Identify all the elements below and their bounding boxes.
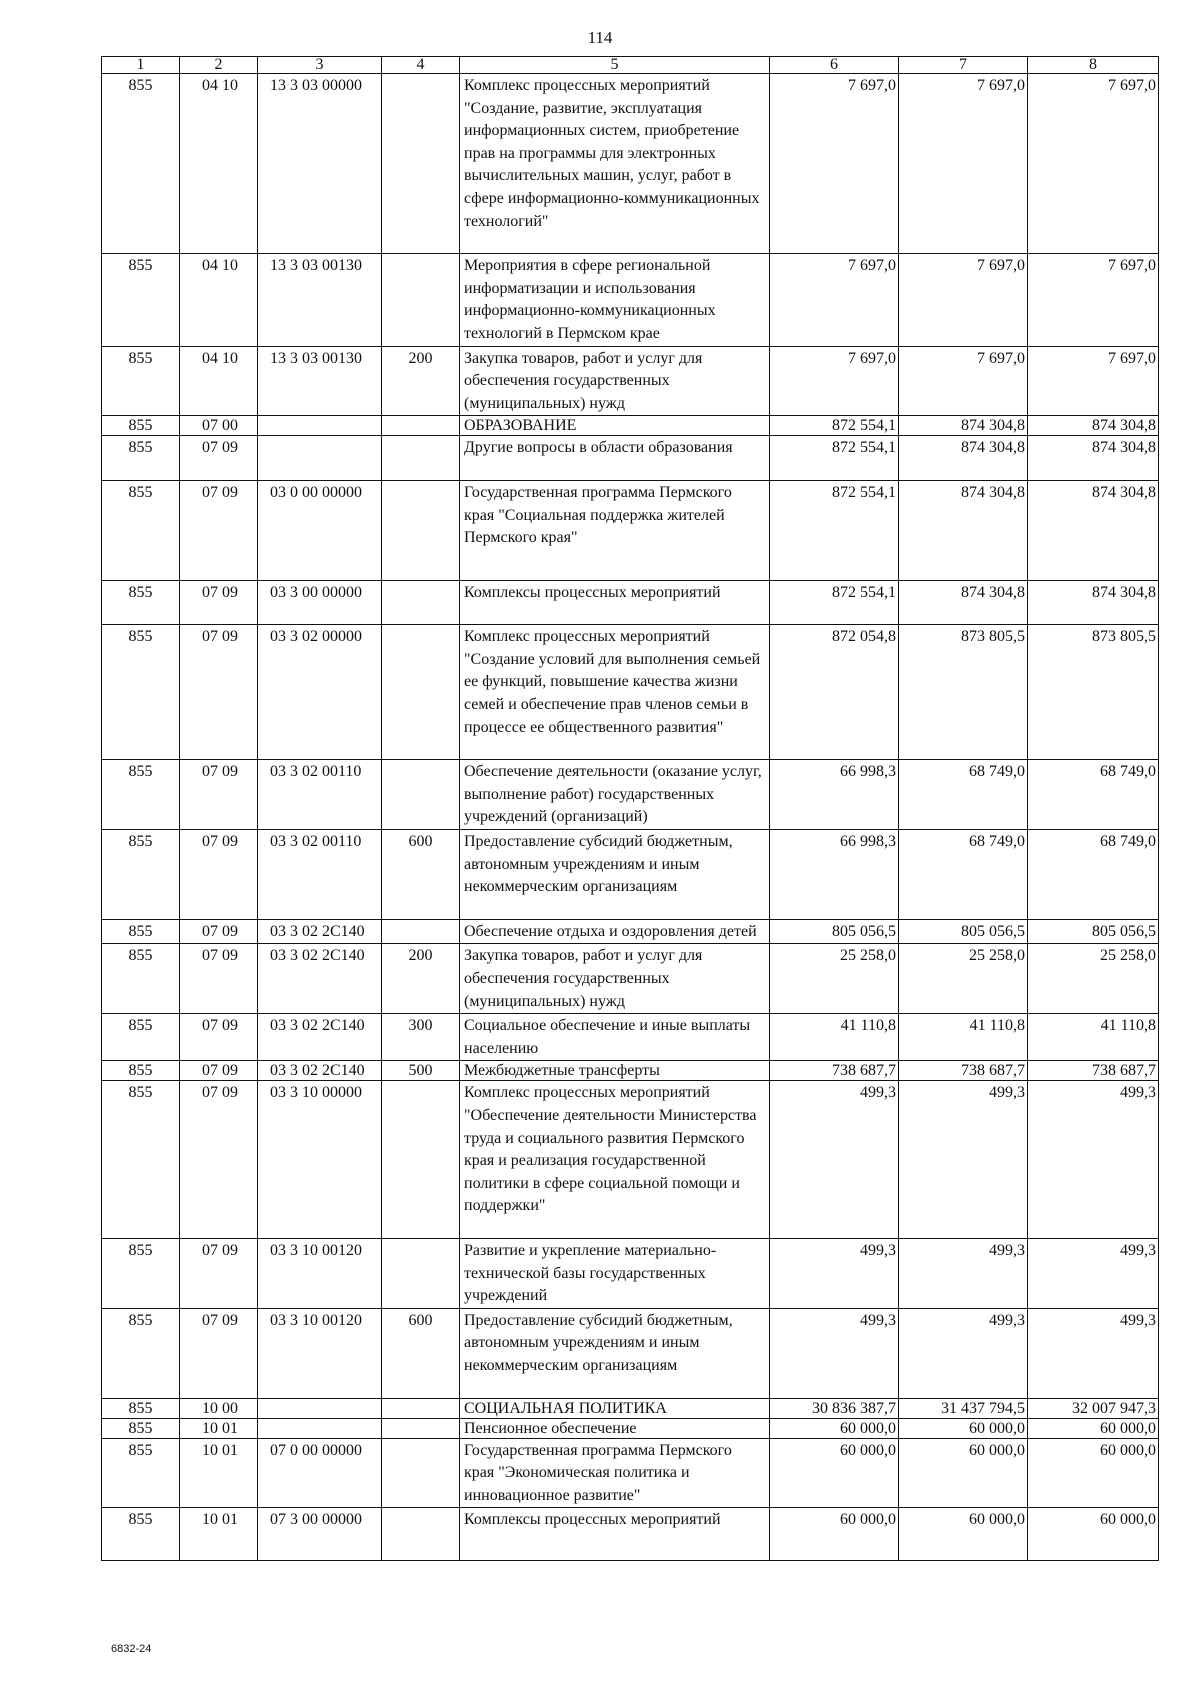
section-code: 10 01: [180, 1438, 258, 1508]
item-name: Комплекс процессных мероприятий "Создание, развитие, эксплуатация информационных систем, приобретение прав на программы для электронных вычислительных машин, услуг, работ в сфере информационно-коммуникационных технологий": [460, 74, 770, 254]
target-article: 03 0 00 00000: [258, 480, 382, 580]
admin-code: 855: [102, 436, 180, 481]
expense-type: [382, 1081, 460, 1239]
section-code: 07 09: [180, 1061, 258, 1081]
amount-year3: 41 110,8: [1028, 1014, 1159, 1061]
item-name: СОЦИАЛЬНАЯ ПОЛИТИКА: [460, 1398, 770, 1418]
amount-year3: 60 000,0: [1028, 1508, 1159, 1561]
column-header: 2: [180, 57, 258, 74]
amount-year3: 874 304,8: [1028, 436, 1159, 481]
expense-type: [382, 919, 460, 944]
section-code: 04 10: [180, 74, 258, 254]
amount-year2: 68 749,0: [899, 830, 1028, 920]
target-article: 03 3 02 00110: [258, 830, 382, 920]
section-code: 07 09: [180, 1081, 258, 1239]
amount-year3: 873 805,5: [1028, 625, 1159, 760]
column-header: 8: [1028, 57, 1159, 74]
amount-year2: 499,3: [899, 1081, 1028, 1239]
amount-year1: 25 258,0: [770, 944, 899, 1014]
table-row: [102, 1398, 1159, 1418]
amount-year1: 60 000,0: [770, 1438, 899, 1508]
amount-year3: 874 304,8: [1028, 416, 1159, 436]
target-article: 13 3 03 00130: [258, 346, 382, 416]
amount-year1: 872 554,1: [770, 416, 899, 436]
target-article: 03 3 02 00110: [258, 760, 382, 830]
amount-year2: 874 304,8: [899, 436, 1028, 481]
expense-type: 200: [382, 944, 460, 1014]
target-article: [258, 436, 382, 481]
item-name: ОБРАЗОВАНИЕ: [460, 416, 770, 436]
table-row: [102, 1508, 1159, 1561]
section-code: 10 00: [180, 1398, 258, 1418]
item-name: Закупка товаров, работ и услуг для обеспечения государственных (муниципальных) нужд: [460, 944, 770, 1014]
table-row: [102, 1238, 1159, 1308]
amount-year3: 7 697,0: [1028, 254, 1159, 346]
table-row: [102, 1014, 1159, 1061]
target-article: 03 3 10 00000: [258, 1081, 382, 1239]
section-code: 07 09: [180, 760, 258, 830]
amount-year3: 32 007 947,3: [1028, 1398, 1159, 1418]
table-row: [102, 254, 1159, 346]
admin-code: 855: [102, 1438, 180, 1508]
section-code: 07 09: [180, 625, 258, 760]
expense-type: 600: [382, 1308, 460, 1398]
section-code: 07 09: [180, 580, 258, 625]
section-code: 07 09: [180, 919, 258, 944]
amount-year3: 60 000,0: [1028, 1438, 1159, 1508]
expense-type: [382, 1238, 460, 1308]
target-article: 03 3 00 00000: [258, 580, 382, 625]
item-name: Обеспечение деятельности (оказание услуг, выполнение работ) государственных учреждений (организаций): [460, 760, 770, 830]
admin-code: 855: [102, 625, 180, 760]
column-header: 3: [258, 57, 382, 74]
target-article: 03 3 10 00120: [258, 1308, 382, 1398]
item-name: Предоставление субсидий бюджетным, автономным учреждениям и иным некоммерческим организациям: [460, 1308, 770, 1398]
expense-type: [382, 254, 460, 346]
amount-year3: 25 258,0: [1028, 944, 1159, 1014]
amount-year1: 60 000,0: [770, 1418, 899, 1438]
amount-year1: 7 697,0: [770, 346, 899, 416]
item-name: Развитие и укрепление материально-технической базы государственных учреждений: [460, 1238, 770, 1308]
target-article: 03 3 02 2С140: [258, 1014, 382, 1061]
amount-year2: 874 304,8: [899, 580, 1028, 625]
amount-year2: 31 437 794,5: [899, 1398, 1028, 1418]
table-row: [102, 1308, 1159, 1398]
budget-table: [101, 56, 1159, 1561]
item-name: Комплексы процессных мероприятий: [460, 1508, 770, 1561]
expense-type: 300: [382, 1014, 460, 1061]
admin-code: 855: [102, 416, 180, 436]
target-article: 03 3 02 00000: [258, 625, 382, 760]
admin-code: 855: [102, 760, 180, 830]
amount-year1: 66 998,3: [770, 830, 899, 920]
document-code: 6832-24: [111, 1643, 152, 1655]
column-number-row: [102, 57, 1159, 74]
amount-year3: 874 304,8: [1028, 480, 1159, 580]
expense-type: [382, 74, 460, 254]
amount-year3: 68 749,0: [1028, 830, 1159, 920]
admin-code: 855: [102, 1081, 180, 1239]
item-name: Комплекс процессных мероприятий "Создание условий для выполнения семьей ее функций, повышение качества жизни семей и обеспечение прав членов семьи в процессе ее общественного развития": [460, 625, 770, 760]
item-name: Предоставление субсидий бюджетным, автономным учреждениям и иным некоммерческим организациям: [460, 830, 770, 920]
item-name: Комплексы процессных мероприятий: [460, 580, 770, 625]
admin-code: 855: [102, 1238, 180, 1308]
section-code: 07 09: [180, 1308, 258, 1398]
expense-type: [382, 480, 460, 580]
section-code: 07 09: [180, 1014, 258, 1061]
table-row: [102, 1081, 1159, 1239]
item-name: Социальное обеспечение и иные выплаты населению: [460, 1014, 770, 1061]
admin-code: 855: [102, 580, 180, 625]
target-article: [258, 1418, 382, 1438]
target-article: 07 0 00 00000: [258, 1438, 382, 1508]
expense-type: [382, 1398, 460, 1418]
admin-code: 855: [102, 944, 180, 1014]
amount-year2: 60 000,0: [899, 1418, 1028, 1438]
amount-year3: 7 697,0: [1028, 346, 1159, 416]
table-row: [102, 1061, 1159, 1081]
amount-year2: 805 056,5: [899, 919, 1028, 944]
amount-year2: 874 304,8: [899, 416, 1028, 436]
table-row: [102, 74, 1159, 254]
amount-year1: 66 998,3: [770, 760, 899, 830]
amount-year2: 7 697,0: [899, 254, 1028, 346]
admin-code: 855: [102, 1308, 180, 1398]
expense-type: 200: [382, 346, 460, 416]
amount-year2: 874 304,8: [899, 480, 1028, 580]
table-row: [102, 346, 1159, 416]
expense-type: [382, 436, 460, 481]
amount-year2: 25 258,0: [899, 944, 1028, 1014]
table-row: [102, 625, 1159, 760]
section-code: 07 09: [180, 480, 258, 580]
item-name: Государственная программа Пермского края "Экономическая политика и инновационное развитие": [460, 1438, 770, 1508]
amount-year3: 499,3: [1028, 1081, 1159, 1239]
target-article: 13 3 03 00130: [258, 254, 382, 346]
expense-type: [382, 625, 460, 760]
table-row: [102, 1438, 1159, 1508]
section-code: 04 10: [180, 254, 258, 346]
target-article: [258, 1398, 382, 1418]
section-code: 04 10: [180, 346, 258, 416]
amount-year1: 499,3: [770, 1308, 899, 1398]
target-article: 13 3 03 00000: [258, 74, 382, 254]
amount-year2: 738 687,7: [899, 1061, 1028, 1081]
amount-year2: 60 000,0: [899, 1508, 1028, 1561]
target-article: [258, 416, 382, 436]
amount-year2: 60 000,0: [899, 1438, 1028, 1508]
amount-year3: 874 304,8: [1028, 580, 1159, 625]
amount-year3: 68 749,0: [1028, 760, 1159, 830]
table-row: [102, 416, 1159, 436]
amount-year2: 7 697,0: [899, 346, 1028, 416]
amount-year2: 7 697,0: [899, 74, 1028, 254]
table-row: [102, 580, 1159, 625]
admin-code: 855: [102, 1061, 180, 1081]
table-row: [102, 480, 1159, 580]
amount-year1: 872 554,1: [770, 580, 899, 625]
column-header: 4: [382, 57, 460, 74]
amount-year1: 60 000,0: [770, 1508, 899, 1561]
admin-code: 855: [102, 346, 180, 416]
target-article: 03 3 02 2С140: [258, 1061, 382, 1081]
section-code: 07 09: [180, 436, 258, 481]
item-name: Межбюджетные трансферты: [460, 1061, 770, 1081]
amount-year2: 499,3: [899, 1238, 1028, 1308]
expense-type: 600: [382, 830, 460, 920]
section-code: 07 09: [180, 830, 258, 920]
item-name: Государственная программа Пермского края "Социальная поддержка жителей Пермского края": [460, 480, 770, 580]
amount-year2: 68 749,0: [899, 760, 1028, 830]
amount-year1: 499,3: [770, 1238, 899, 1308]
section-code: 10 01: [180, 1418, 258, 1438]
amount-year2: 873 805,5: [899, 625, 1028, 760]
item-name: Мероприятия в сфере региональной информатизации и использования информационно-коммуникационных технологий в Пермском крае: [460, 254, 770, 346]
table-row: [102, 436, 1159, 481]
admin-code: 855: [102, 830, 180, 920]
table-row: [102, 1418, 1159, 1438]
admin-code: 855: [102, 1418, 180, 1438]
column-header: 7: [899, 57, 1028, 74]
item-name: Закупка товаров, работ и услуг для обеспечения государственных (муниципальных) нужд: [460, 346, 770, 416]
admin-code: 855: [102, 1508, 180, 1561]
section-code: 07 09: [180, 944, 258, 1014]
item-name: Другие вопросы в области образования: [460, 436, 770, 481]
item-name: Пенсионное обеспечение: [460, 1418, 770, 1438]
amount-year1: 872 554,1: [770, 480, 899, 580]
expense-type: 500: [382, 1061, 460, 1081]
admin-code: 855: [102, 74, 180, 254]
expense-type: [382, 1438, 460, 1508]
admin-code: 855: [102, 480, 180, 580]
section-code: 10 01: [180, 1508, 258, 1561]
amount-year3: 7 697,0: [1028, 74, 1159, 254]
expense-type: [382, 1418, 460, 1438]
amount-year1: 738 687,7: [770, 1061, 899, 1081]
amount-year3: 738 687,7: [1028, 1061, 1159, 1081]
item-name: Комплекс процессных мероприятий "Обеспечение деятельности Министерства труда и социального развития Пермского края и реализация государственной политики в сфере социальной помощи и поддержки": [460, 1081, 770, 1239]
amount-year1: 7 697,0: [770, 254, 899, 346]
column-header: 6: [770, 57, 899, 74]
column-header: 1: [102, 57, 180, 74]
amount-year3: 60 000,0: [1028, 1418, 1159, 1438]
target-article: 03 3 10 00120: [258, 1238, 382, 1308]
section-code: 07 09: [180, 1238, 258, 1308]
table-row: [102, 919, 1159, 944]
item-name: Обеспечение отдыха и оздоровления детей: [460, 919, 770, 944]
table-row: [102, 944, 1159, 1014]
table-row: [102, 830, 1159, 920]
section-code: 07 00: [180, 416, 258, 436]
expense-type: [382, 1508, 460, 1561]
amount-year2: 41 110,8: [899, 1014, 1028, 1061]
amount-year1: 30 836 387,7: [770, 1398, 899, 1418]
amount-year2: 499,3: [899, 1308, 1028, 1398]
amount-year1: 7 697,0: [770, 74, 899, 254]
expense-type: [382, 760, 460, 830]
amount-year1: 805 056,5: [770, 919, 899, 944]
admin-code: 855: [102, 1398, 180, 1418]
target-article: 07 3 00 00000: [258, 1508, 382, 1561]
target-article: 03 3 02 2С140: [258, 919, 382, 944]
amount-year3: 499,3: [1028, 1308, 1159, 1398]
table-row: [102, 760, 1159, 830]
amount-year1: 872 054,8: [770, 625, 899, 760]
amount-year3: 805 056,5: [1028, 919, 1159, 944]
amount-year1: 872 554,1: [770, 436, 899, 481]
admin-code: 855: [102, 919, 180, 944]
column-header: 5: [460, 57, 770, 74]
amount-year1: 41 110,8: [770, 1014, 899, 1061]
expense-type: [382, 416, 460, 436]
admin-code: 855: [102, 1014, 180, 1061]
expense-type: [382, 580, 460, 625]
page-number: 114: [587, 28, 613, 47]
target-article: 03 3 02 2С140: [258, 944, 382, 1014]
admin-code: 855: [102, 254, 180, 346]
amount-year3: 499,3: [1028, 1238, 1159, 1308]
amount-year1: 499,3: [770, 1081, 899, 1239]
